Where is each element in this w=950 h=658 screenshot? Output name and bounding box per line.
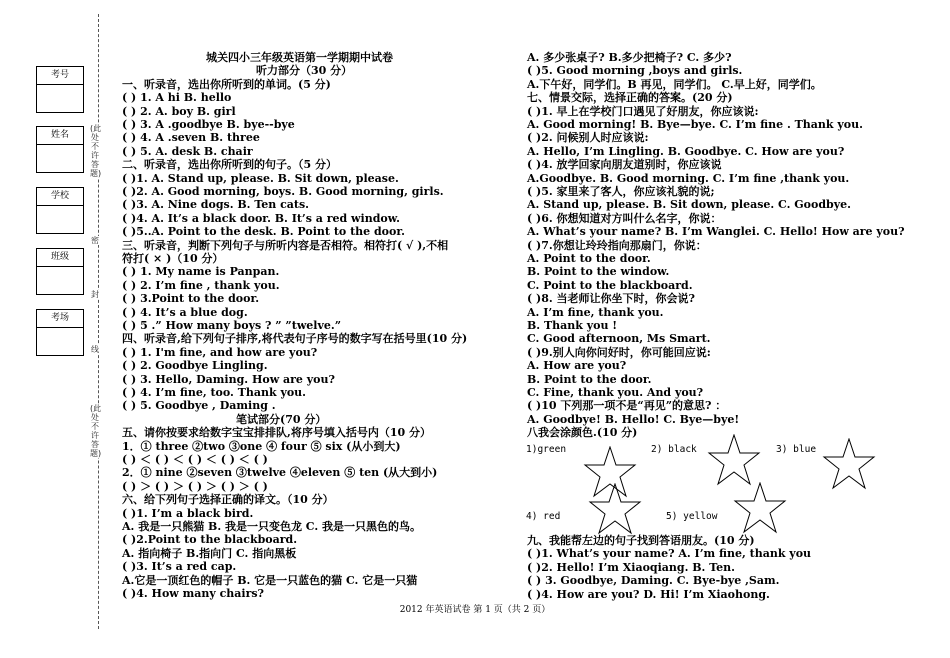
left-lines-line: ( )3. A. Nine dogs. B. Ten cats. — [122, 198, 310, 212]
left-lines-line: ( )3. It’s a red cap. — [122, 560, 237, 574]
left-lines-line: 1．① three ②two ③one ④ four ⑤ six (从小到大) — [122, 439, 401, 453]
left-lines-line: 听力部分（30 分） — [256, 64, 353, 78]
seal-line — [98, 14, 99, 629]
left-lines-line: ( )4. A. It’s a black door. B. It’s a red window. — [122, 211, 400, 225]
left-lines-line: A.它是一顶红色的帽子 B. 它是一只蓝色的猫 C. 它是一只猫 — [122, 573, 418, 587]
info-box-label: 班级 — [37, 249, 83, 267]
right-lines-line: 八我会涂颜色.(10 分) — [527, 426, 638, 440]
left-lines-line: ( )2.Point to the blackboard. — [122, 533, 298, 547]
left-lines-line: 二、听录音，选出你所听到的句子。（5 分） — [122, 158, 337, 172]
star-shape-5[interactable] — [733, 482, 787, 534]
right-lines-line: B. Thank you ! — [527, 319, 618, 332]
left-lines-line: ( ) ＜ ( ) ＜ ( ) ＜ ( ) ＜ ( ) — [122, 453, 268, 466]
left-lines-line: 四、听录音,给下列句子排序,将代表句子序号的数字写在括号里(10 分) — [122, 332, 468, 346]
left-lines-line: A. 我是一只熊猫 B. 我是一只变色龙 C. 我是一只黑色的鸟。 — [122, 520, 422, 533]
right-lines-line: C. Good afternoon, Ms Smart. — [527, 332, 711, 346]
right-lines-line: ( )1. 早上在学校门口遇见了好朋友，你应该说: — [527, 104, 759, 118]
left-lines-line: ( ) 2. A. boy B. girl — [122, 104, 236, 118]
left-lines-line: ( ) 4. A .seven B. three — [122, 131, 260, 145]
seal-note-top: (此处不许答题) — [90, 124, 102, 178]
right-lines-line: ( )10 下列那一项不是“再见”的意思? ： — [527, 399, 727, 413]
left-lines-line: 三、听录音，判断下列句子与所听内容是否相符。相符打( √ ),不相 — [122, 238, 449, 252]
left-lines-line: ( ) 5. A. desk B. chair — [122, 144, 253, 158]
info-box-name — [36, 126, 84, 173]
star-shape-4[interactable] — [588, 483, 642, 535]
right-lines-line: ( )2. 问候别人时应该说: — [527, 131, 649, 145]
info-box-school — [36, 187, 84, 234]
left-lines-line: ( )1. A. Stand up, please. B. Sit down, please. — [122, 171, 399, 185]
color-label-yellow: 5) yellow — [666, 511, 718, 522]
right-lines-line: A. What’s your name? B. I’m Wanglei. C. Hello! How are you? — [527, 225, 905, 239]
right-lines-line: A. Goodbye! B. Hello! C. Bye—bye! — [527, 412, 740, 426]
left-lines-line: 城关四小三年级英语第一学期期中试卷 — [206, 51, 393, 64]
right-lines-line: A. 多少张桌子? B.多少把椅子? C. 多少? — [527, 51, 732, 64]
right-lines-line: ( )5. Good morning ,boys and girls. — [527, 64, 743, 78]
right-lines-2-line: ( )1. What’s your name? A. I’m fine, thank you — [527, 547, 812, 561]
right-lines-2-line: 九、我能帮左边的句子找到答语朋友。(10 分) — [527, 534, 755, 547]
right-lines-2-line: ( ) 3. Goodbye, Daming. C. Bye-bye ,Sam. — [527, 574, 780, 588]
right-lines-line: C. Point to the blackboard. — [527, 278, 693, 292]
left-lines-line: ( )5..A. Point to the desk. B. Point to the door. — [122, 225, 405, 239]
right-lines-2-line: ( )2. Hello! I’m Xiaoqiang. B. Ten. — [527, 560, 735, 574]
info-box-exam-number — [36, 66, 84, 113]
right-lines-line: ( )9.别人向你问好时，你可能回应说: — [527, 345, 711, 359]
right-lines-line: A. Point to the door. — [527, 252, 651, 265]
left-lines-line: 笔试部分(70 分） — [236, 412, 327, 426]
left-lines-line: ( ) 2. Goodbye Lingling. — [122, 359, 268, 373]
info-box-blank[interactable] — [37, 267, 83, 294]
left-lines-line: ( ) 1. A hi B. hello — [122, 91, 232, 105]
left-lines-line: ( ) 4. I’m fine, too. Thank you. — [122, 386, 307, 399]
right-lines-line: A. Hello, I’m Lingling. B. Goodbye. C. How are you? — [527, 144, 845, 158]
right-lines-line: A. I’m fine, thank you. — [527, 305, 664, 319]
seal-mark-xian: 线 — [91, 345, 99, 354]
right-lines-line: ( )5. 家里来了客人，你应该礼貌的说; — [527, 185, 715, 198]
info-box-label: 考号 — [37, 67, 83, 85]
left-lines-line: ( ) 1. I'm fine, and how are you? — [122, 345, 318, 359]
right-lines-line: A.下午好，同学们。B 再见，同学们。 C.早上好，同学们。 — [527, 77, 822, 91]
seal-mark-feng: 封 — [91, 290, 99, 299]
right-lines-line: A. Stand up, please. B. Sit down, please. C. Goodbye. — [527, 198, 851, 212]
right-lines-line: ( )4. 放学回家向朋友道别时，你应该说 — [527, 158, 722, 172]
left-lines-line: ( ) 3. Hello, Daming. How are you? — [122, 372, 335, 386]
left-lines-line: 六、给下列句子选择正确的译文。（10 分） — [122, 493, 334, 507]
right-lines-line: A.Goodbye. B. Good morning. C. I’m fine ,thank you. — [527, 171, 850, 185]
left-lines-line: ( ) 4. It’s a blue dog. — [122, 305, 248, 319]
page-footer: 2012 年英语试卷 第 1 页（共 2 页） — [399, 605, 551, 615]
right-lines-line: ( )7.你想让玲玲指向那扇门，你说： — [527, 238, 707, 252]
info-box-blank[interactable] — [37, 145, 83, 172]
right-lines-line: C. Fine, thank you. And you? — [527, 386, 704, 399]
left-lines-line: 符打( × )（10 分） — [122, 252, 224, 265]
left-lines-line: ( ) 3.Point to the door. — [122, 292, 260, 306]
right-lines-line: 七、情景交际，选择正确的答案。(20 分) — [527, 91, 733, 105]
info-box-exam-room — [36, 309, 84, 356]
right-lines-line: B. Point to the door. — [527, 372, 652, 386]
left-lines-line: 一、听录音，选出你所听到的单词。(5 分) — [122, 77, 331, 91]
right-lines-line: A. Good morning! B. Bye—bye. C. I’m fine . Thank you. — [527, 118, 863, 131]
left-lines-line: ( ) 2. I’m fine , thank you. — [122, 278, 280, 292]
left-lines-line: 2．① nine ②seven ③twelve ④eleven ⑤ ten (从大到小) — [122, 466, 438, 480]
left-lines-line: ( )1. I’m a black bird. — [122, 506, 254, 520]
left-lines-line: A. 指向椅子 B.指向门 C. 指向黑板 — [122, 546, 297, 560]
info-box-blank[interactable] — [37, 328, 83, 355]
info-box-label: 考场 — [37, 310, 83, 328]
left-lines-line: ( ) 3. A .goodbye B. bye--bye — [122, 118, 295, 131]
right-lines-2-line: ( )4. How are you? D. Hi! I’m Xiaohong. — [527, 587, 770, 601]
star-shape-2[interactable] — [707, 434, 761, 486]
seal-note-bottom: (此处不许答题) — [90, 404, 102, 458]
color-label-black: 2) black — [651, 444, 697, 455]
left-lines-line: ( )2. A. Good morning, boys. B. Good morning, girls. — [122, 185, 444, 198]
info-box-blank[interactable] — [37, 85, 83, 112]
seal-mark-mi: 密 — [91, 236, 99, 245]
left-lines-line: ( )4. How many chairs? — [122, 587, 265, 600]
left-lines-line: 五、请你按要求给数字宝宝排排队,将序号填入括号内（10 分） — [122, 426, 431, 440]
right-lines-line: A. How are you? — [527, 359, 627, 373]
color-label-blue: 3) blue — [776, 444, 817, 455]
left-lines-line: ( ) 5 .” How many boys ? ” ”twelve.” — [122, 319, 342, 332]
left-lines-line: ( ) ＞ ( ) ＞ ( ) ＞ ( ) ＞ ( ) — [122, 479, 268, 493]
color-label-red: 4) red — [526, 511, 561, 522]
info-box-label: 学校 — [37, 188, 83, 206]
star-shape-3[interactable] — [822, 438, 876, 490]
color-label-green: 1)green — [526, 444, 567, 455]
info-box-class — [36, 248, 84, 295]
left-lines-line: ( ) 1. My name is Panpan. — [122, 265, 280, 279]
info-box-label: 姓名 — [37, 127, 83, 145]
left-lines-line: ( ) 5. Goodbye , Daming . — [122, 399, 276, 413]
right-lines-line: ( )6. 你想知道对方叫什么名字，你说： — [527, 211, 722, 225]
right-lines-line: ( )8. 当老师让你坐下时，你会说? — [527, 292, 695, 306]
right-lines-line: B. Point to the window. — [527, 265, 670, 279]
info-box-blank[interactable] — [37, 206, 83, 233]
